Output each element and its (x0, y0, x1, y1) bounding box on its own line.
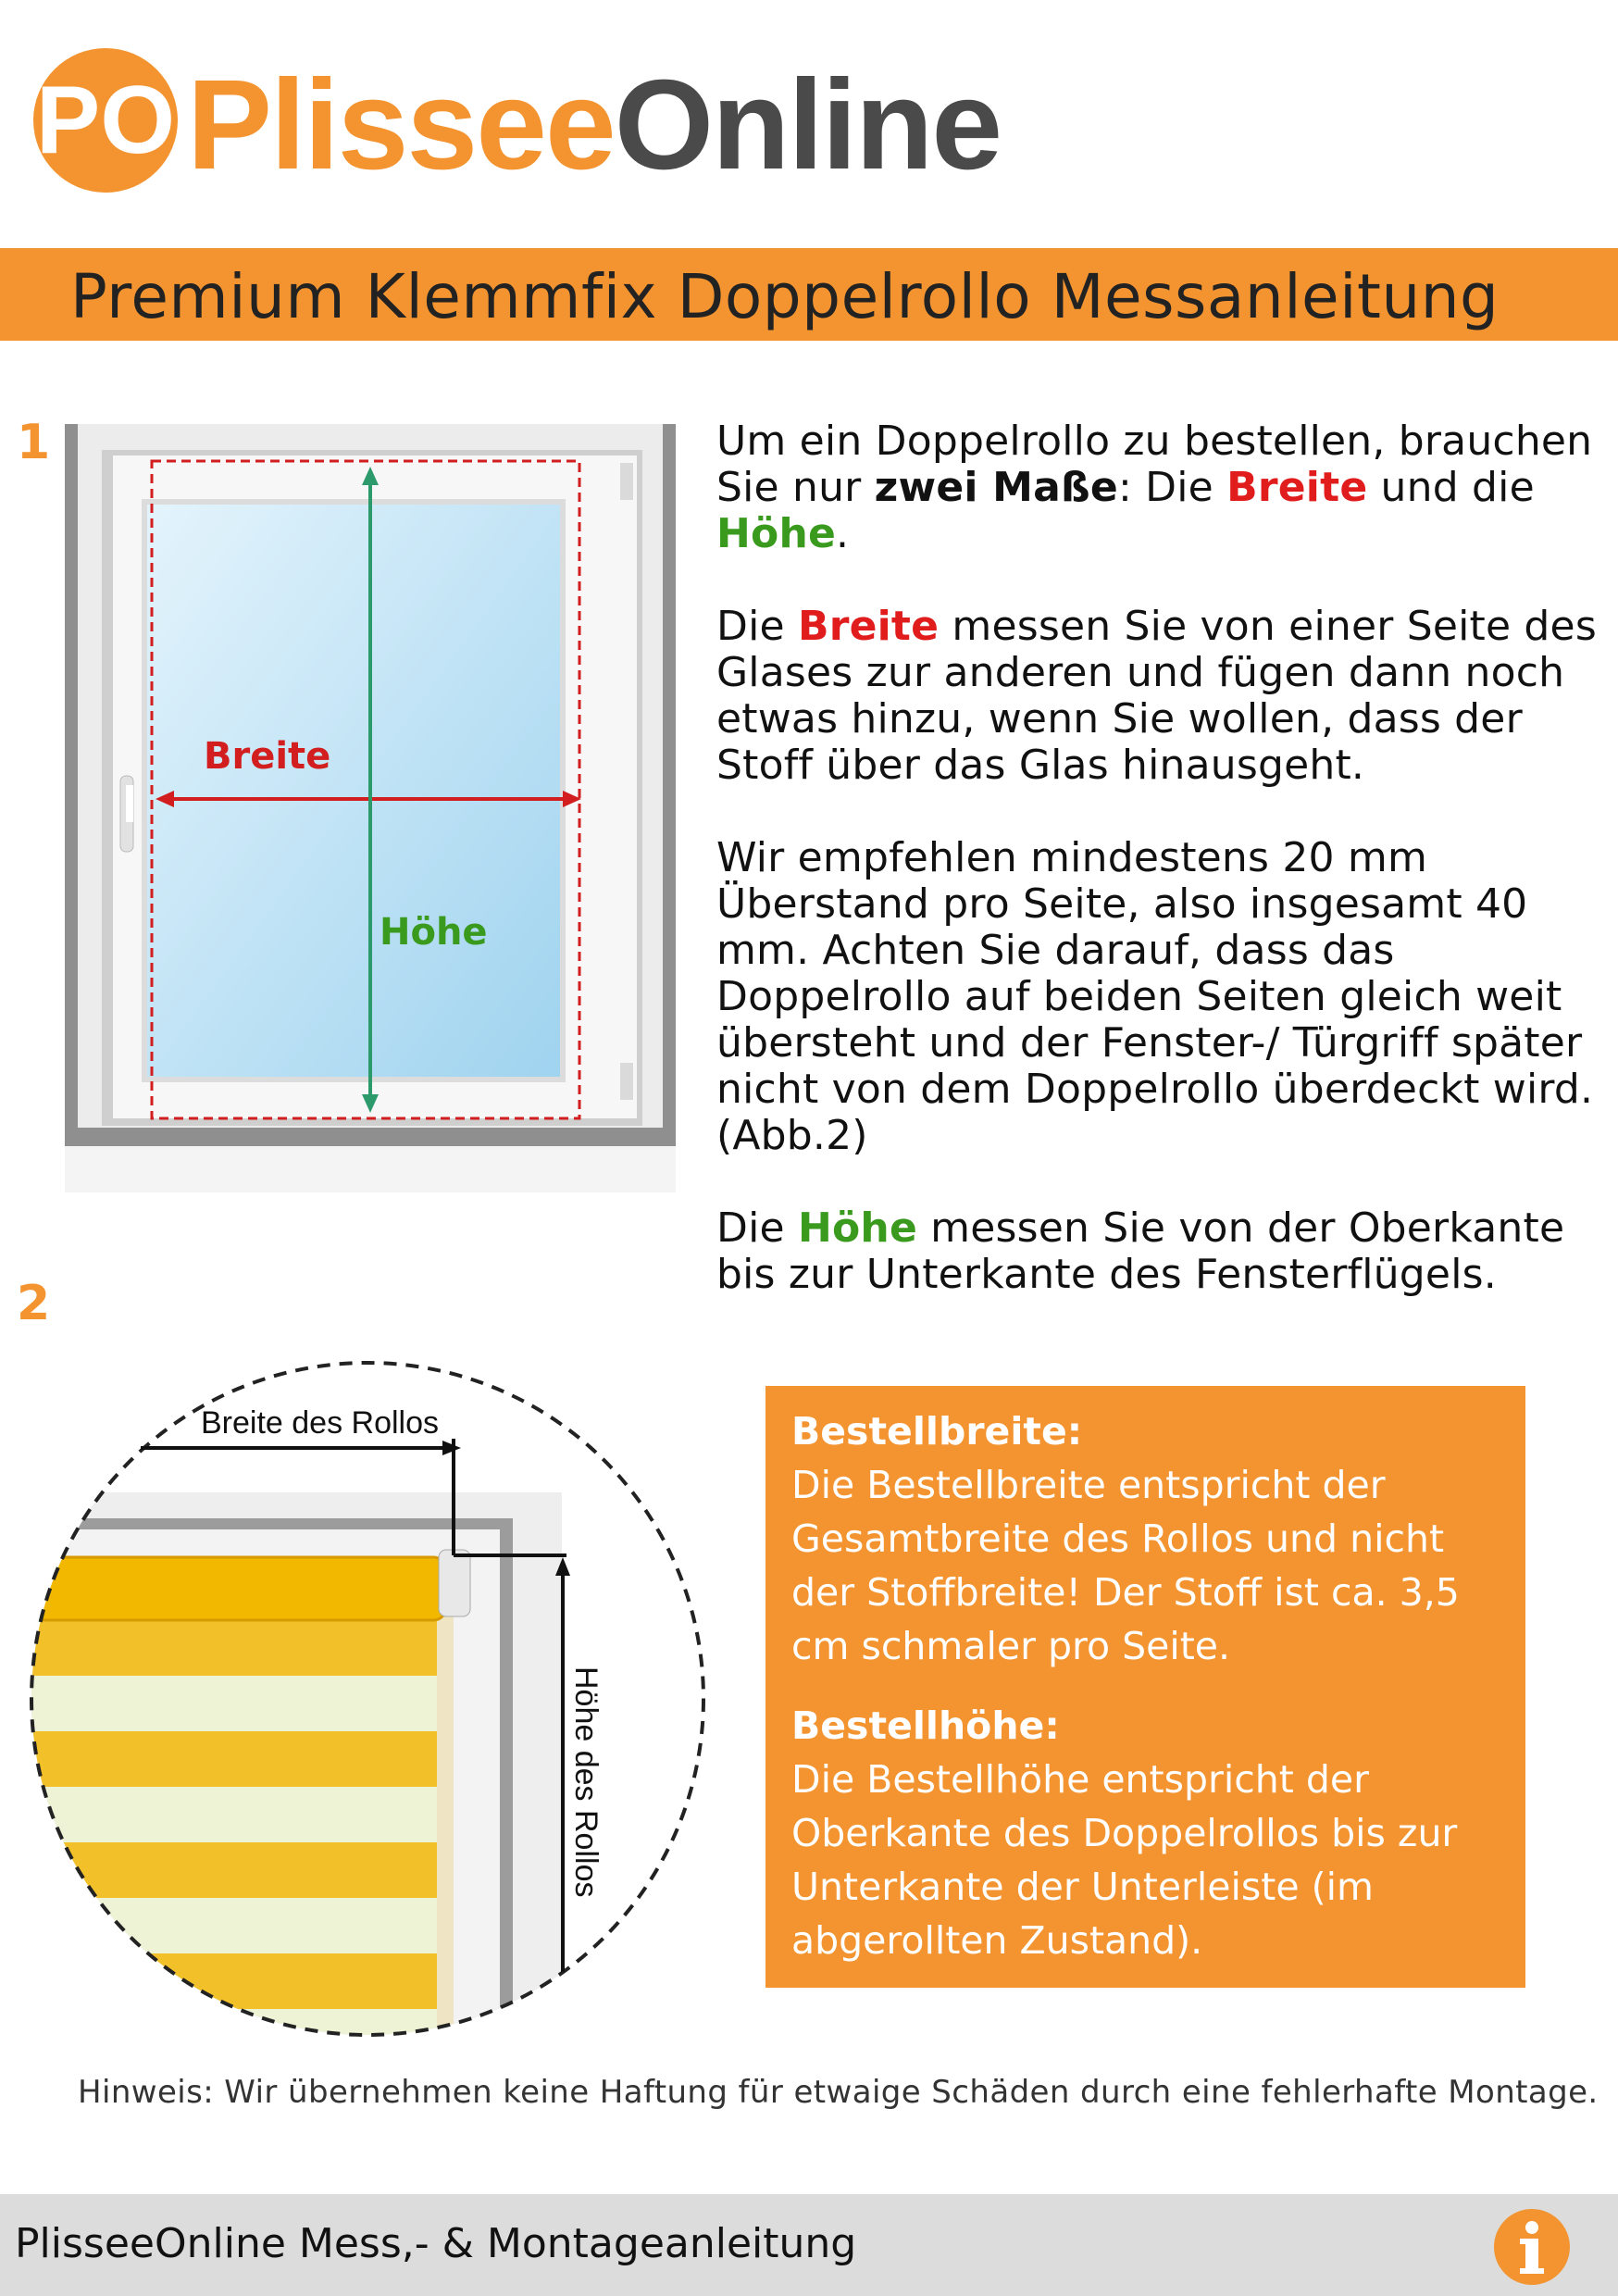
hinge-bottom (620, 1063, 633, 1100)
logo-word-online: Online (614, 54, 1002, 196)
window-handle-icon (120, 776, 133, 852)
order-width-text: Die Bestellbreite entspricht der Gesamtbreite des Rollos und nicht der Stoffbreite! Der Stoff ist ca. 3,5 cm schmaler pro Seite. (791, 1463, 1460, 1668)
order-height-text: Die Bestellhöhe entspricht der Oberkante des Doppelrollos bis zur Unterkante der Unterleiste (im abgerollten Zustand). (791, 1757, 1458, 1963)
roller-tube (11, 1557, 446, 1620)
roller-fabric (11, 1620, 437, 2046)
keyword-hoehe: Höhe (716, 510, 837, 557)
window-glass (144, 502, 563, 1079)
liability-disclaimer: Hinweis: Wir übernehmen keine Haftung für etwaige Schäden durch eine fehlerhafte Montage. (78, 2074, 1599, 2111)
roller-detail-figure (11, 1361, 733, 2037)
hinge-top (620, 463, 633, 500)
order-info-box (765, 1386, 1525, 1988)
roller-width-label: Breite des Rollos (201, 1405, 440, 1441)
window-measure-figure (65, 424, 676, 1192)
paragraph-4: Die Höhe messen Sie von der Oberkante bis zur Unterkante des Fensterflügels. (716, 1204, 1565, 1298)
logo-word-plissee: Plissee (187, 54, 615, 196)
paragraph-1: Um ein Doppelrollo zu bestellen, brauchen Sie nur zwei Maße: Die Breite und die Höhe. (716, 418, 1593, 557)
height-label: Höhe (380, 911, 488, 954)
keyword-breite-2: Breite (797, 603, 940, 650)
order-width-block (791, 1404, 1500, 1673)
width-label: Breite (204, 735, 331, 778)
step-number-1: 1 (17, 415, 51, 470)
order-height-heading: Bestellhöhe: (791, 1703, 1060, 1748)
side-profile (437, 1611, 454, 2037)
clamp-bracket (439, 1550, 470, 1616)
instructions-text (716, 418, 1614, 1344)
footer-bar (0, 2194, 1618, 2296)
paragraph-2: Die Breite messen Sie von einer Seite des Glases zur anderen und fügen dann noch etwas hinzu, wenn Sie wollen, dass der Stoff über das Glas hinausgeht. (716, 603, 1597, 789)
title-bar (0, 248, 1618, 341)
step-number-2: 2 (17, 1276, 51, 1331)
paragraph-3: Wir empfehlen mindestens 20 mm Überstand pro Seite, also insgesamt 40 mm. Achten Sie darauf, dass das Doppelrollo auf beiden Seiten gleich weit übersteht und der Fenster-/ Türgriff später nicht von dem Doppelrollo überdeckt wird. (Abb.2) (716, 834, 1594, 1159)
roller-height-label: Höhe des Rollos (568, 1666, 604, 1898)
emphasis-two-measures: zwei Maße (874, 464, 1118, 511)
logo-wordmark (187, 54, 1001, 196)
order-width-heading: Bestellbreite: (791, 1409, 1083, 1454)
keyword-breite: Breite (1226, 464, 1368, 511)
logo-mark: PO (35, 67, 176, 174)
page-title: Premium Klemmfix Doppelrollo Messanleitung (70, 261, 1500, 332)
footer-title: PlisseeOnline Mess,- & Montageanleitung (15, 2220, 857, 2267)
keyword-hoehe-2: Höhe (797, 1204, 917, 1252)
info-icon (1492, 2207, 1572, 2287)
order-height-block (791, 1699, 1500, 1967)
plisseeonline-logo (22, 37, 1002, 204)
detail-clip (11, 1361, 733, 2046)
